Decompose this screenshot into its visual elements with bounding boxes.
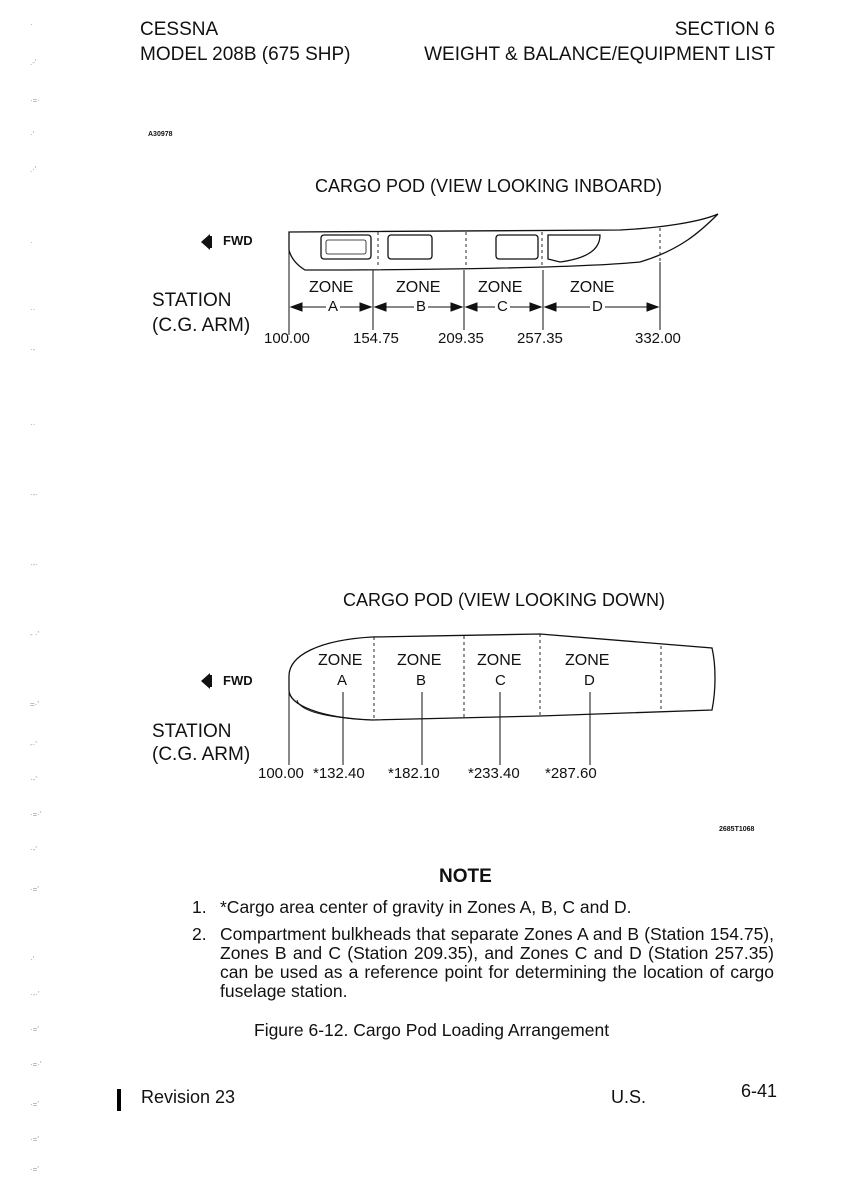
figure-caption: Figure 6-12. Cargo Pod Loading Arrangement [254, 1020, 610, 1040]
inboard-zone-a-letter: A [328, 298, 339, 315]
inboard-zone-c-title: ZONE [478, 279, 523, 296]
down-zone-d-title: ZONE [565, 652, 610, 669]
inboard-station-2: 209.35 [438, 330, 484, 347]
inboard-station-3: 257.35 [517, 330, 563, 347]
footer-region: U.S. [611, 1087, 647, 1107]
inboard-cg-arm-label: (C.G. ARM) [152, 315, 251, 336]
down-zone-b-letter: B [416, 672, 427, 689]
down-zone-a-letter: A [337, 672, 348, 689]
inboard-zone-d-letter: D [592, 298, 603, 315]
down-view-title: CARGO POD (VIEW LOOKING DOWN) [343, 590, 666, 610]
note-title: NOTE [439, 866, 492, 887]
inboard-fwd-arrow-icon [201, 234, 212, 250]
inboard-fwd-label: FWD [223, 233, 253, 248]
down-station-label: STATION [152, 721, 232, 742]
note-item [192, 925, 774, 1001]
inboard-bulkheads [378, 228, 660, 268]
down-fwd-arrow-icon [201, 673, 212, 689]
down-zone-c-title: ZONE [477, 652, 522, 669]
inboard-pod-outline [289, 214, 718, 270]
down-fwd-label: FWD [223, 673, 253, 688]
down-station-ticks [289, 690, 590, 765]
down-station-3: *233.40 [468, 765, 520, 782]
down-zone-a-title: ZONE [318, 652, 363, 669]
footer-page-number: 6-41 [740, 1081, 777, 1101]
note-item-number: 1. [192, 897, 207, 917]
drawing-ref-code: 2685T1068 [719, 826, 755, 833]
down-station-2: *182.10 [388, 765, 440, 782]
note-list [192, 898, 774, 1009]
inboard-station-label: STATION [152, 290, 232, 311]
down-cg-arm-label: (C.G. ARM) [152, 744, 251, 765]
down-zone-c-letter: C [495, 672, 506, 689]
inboard-zone-d-title: ZONE [570, 279, 615, 296]
note-item-text: Compartment bulkheads that separate Zones A and B (Station 154.75), Zones B and C (Station 209.35), and Zones C and D (Station 257.35) can be used as a reference point for determining the location of cargo fuselage station. [220, 924, 774, 1001]
down-station-0: 100.00 [258, 765, 304, 782]
figure-ref-code: A30978 [148, 131, 173, 138]
inboard-zone-a-title: ZONE [309, 279, 354, 296]
note-item-text: *Cargo area center of gravity in Zones A, B, C and D. [220, 897, 632, 917]
header-left-line2: MODEL 208B (675 SHP) [140, 44, 351, 65]
down-zone-d-letter: D [584, 672, 595, 689]
inboard-zone-c-letter: C [497, 298, 508, 315]
inboard-station-4: 332.00 [635, 330, 681, 347]
note-item [192, 898, 774, 917]
inboard-view-title: CARGO POD (VIEW LOOKING INBOARD) [315, 176, 663, 196]
footer-revision: Revision 23 [141, 1087, 236, 1107]
inboard-station-0: 100.00 [264, 330, 310, 347]
inboard-station-1: 154.75 [353, 330, 399, 347]
down-zone-b-title: ZONE [397, 652, 442, 669]
header-right-line2: WEIGHT & BALANCE/EQUIPMENT LIST [424, 44, 775, 65]
inboard-zone-b-title: ZONE [396, 279, 441, 296]
revision-change-bar [117, 1089, 121, 1111]
inboard-zone-b-letter: B [416, 298, 427, 315]
scan-margin-marks: · .-' ·=· ·' .·' · ·· ·- ·· ·-· ·-· - ·' =·' -·' ·-' ·=·' ·-' ·=' ·' ·-·' ·=' ·=·' ·=' ·=' ·=' [30, 20, 42, 1174]
down-station-4: *287.60 [545, 765, 597, 782]
note-item-number: 2. [192, 924, 207, 944]
header-right-line1: SECTION 6 [674, 19, 775, 40]
header-left-line1: CESSNA [140, 19, 219, 40]
down-station-1: *132.40 [313, 765, 365, 782]
